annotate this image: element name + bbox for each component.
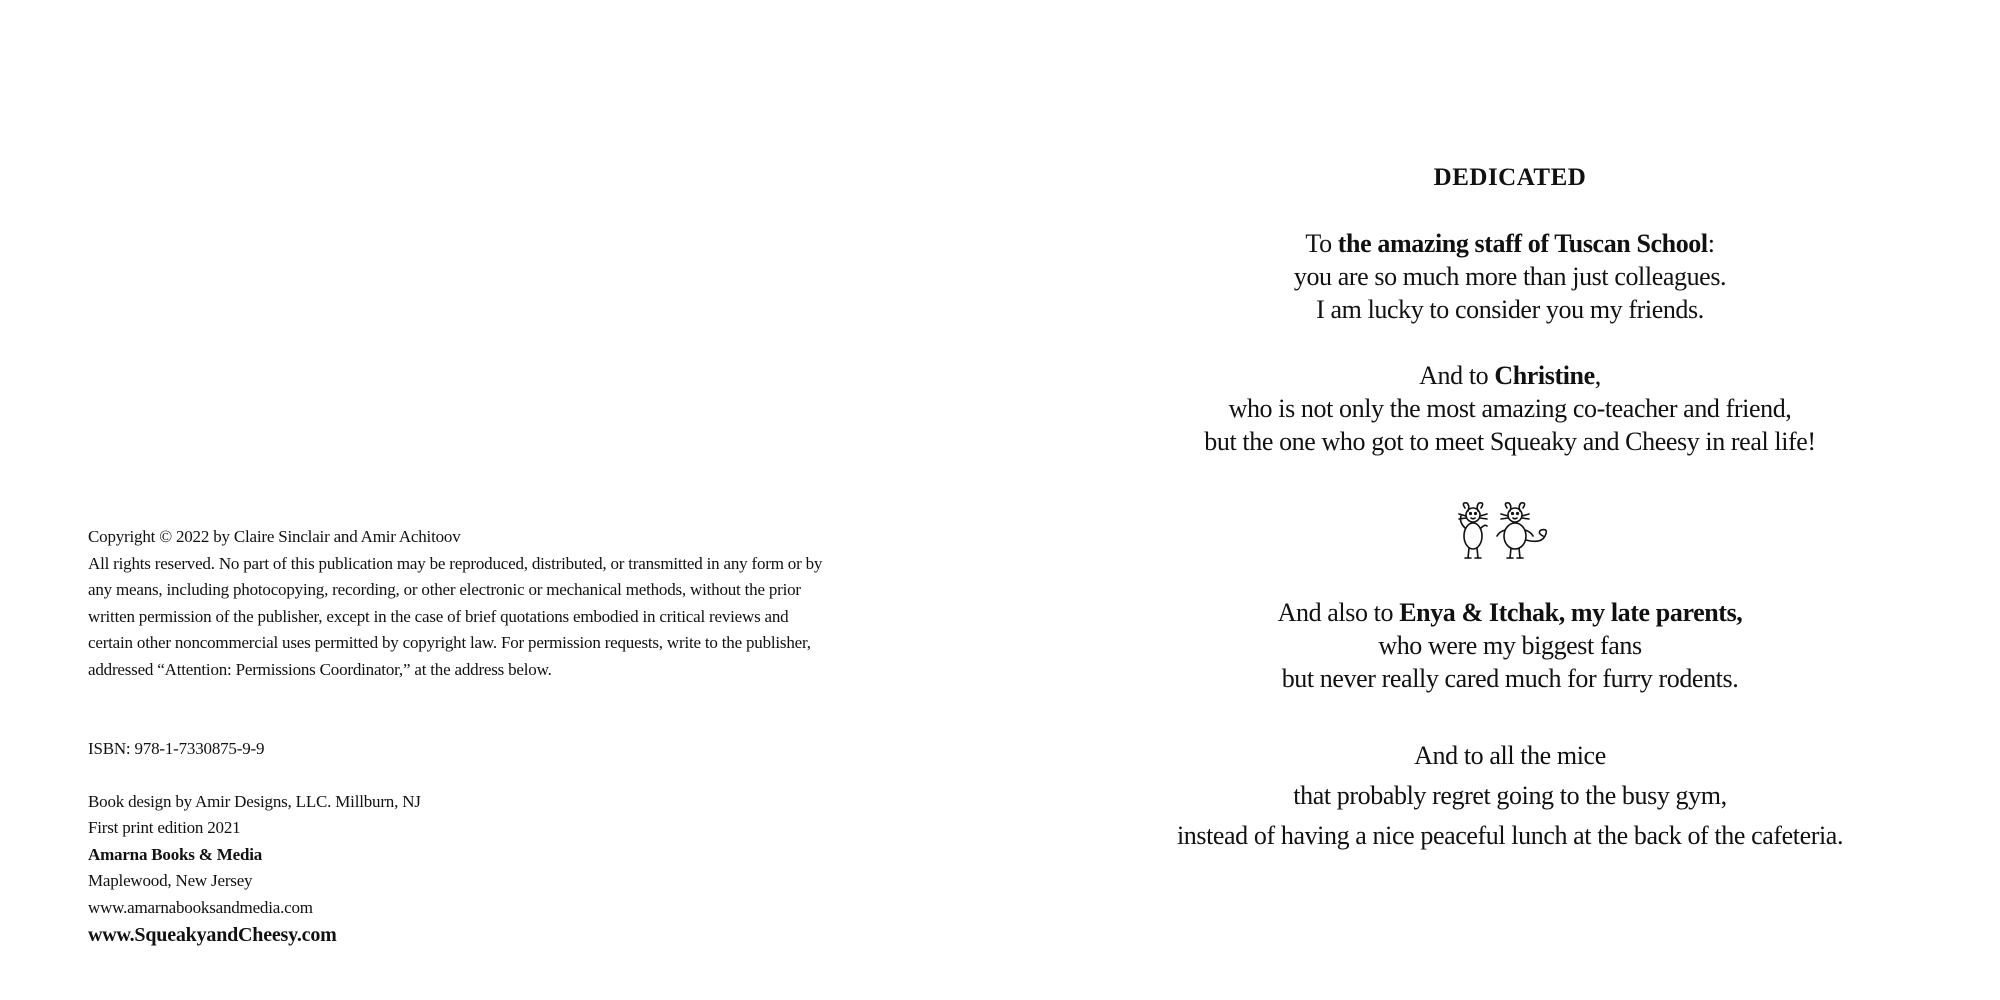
right-page — [1000, 0, 2000, 1000]
copyright-line: Copyright © 2022 by Claire Sinclair and Amir Achitoov — [88, 527, 461, 546]
dedication-top — [1060, 161, 1960, 458]
mice-line-2: that probably regret going to the busy gym, — [1293, 781, 1727, 810]
edition: First print edition 2021 — [88, 818, 241, 837]
rights-line-3: written permission of the publisher, except in the case of brief quotations embodied in critical reviews and — [88, 606, 789, 626]
christine-line-2: who is not only the most amazing co-teacher and friend, — [1228, 394, 1792, 423]
staff-line-2: you are so much more than just colleagues. — [1293, 262, 1727, 291]
parents-line-3: but never really cared much for furry rodents. — [1281, 664, 1739, 693]
dedication-mice — [1060, 736, 1960, 856]
christine-line-1: And to Christine, — [1419, 361, 1601, 390]
mice-line-1: And to all the mice — [1414, 741, 1606, 770]
publisher-location: Maplewood, New Jersey — [88, 871, 253, 890]
mice-doodle-icon — [1455, 500, 1560, 566]
rights-line-5: addressed “Attention: Permissions Coordinator,” at the address below. — [88, 659, 552, 679]
rights-line-1: All rights reserved. No part of this publication may be reproduced, distributed, or transmitted in any form or by — [88, 553, 823, 573]
left-mouse-icon — [1459, 503, 1487, 558]
isbn: ISBN: 978-1-7330875-9-9 — [88, 739, 265, 758]
parents-line-1: And also to Enya & Itchak, my late parents, — [1277, 598, 1743, 627]
rights-line-4: certain other noncommercial uses permitted by copyright law. For permission requests, write to the publisher, — [88, 633, 811, 652]
staff-line-3: I am lucky to consider you my friends. — [1316, 295, 1704, 324]
book-website: www.SqueakyandCheesy.com — [88, 924, 337, 946]
mice-line-3: instead of having a nice peaceful lunch at the back of the cafeteria. — [1176, 821, 1844, 850]
dedication-parents — [1060, 596, 1960, 695]
copyright-block — [88, 524, 868, 949]
right-mouse-icon — [1497, 503, 1546, 558]
parents-line-2: who were my biggest fans — [1378, 631, 1642, 660]
staff-line-1: To the amazing staff of Tuscan School: — [1305, 229, 1715, 258]
dedication-heading: DEDICATED — [1433, 164, 1587, 191]
design-credit: Book design by Amir Designs, LLC. Millburn, NJ — [88, 791, 421, 811]
publisher-name: Amarna Books & Media — [88, 844, 263, 864]
christine-line-3: but the one who got to meet Squeaky and Cheesy in real life! — [1204, 427, 1816, 456]
publisher-website: www.amarnabooksandmedia.com — [88, 897, 313, 917]
rights-line-2: any means, including photocopying, recording, or other electronic or mechanical methods, without the prior — [88, 580, 801, 599]
